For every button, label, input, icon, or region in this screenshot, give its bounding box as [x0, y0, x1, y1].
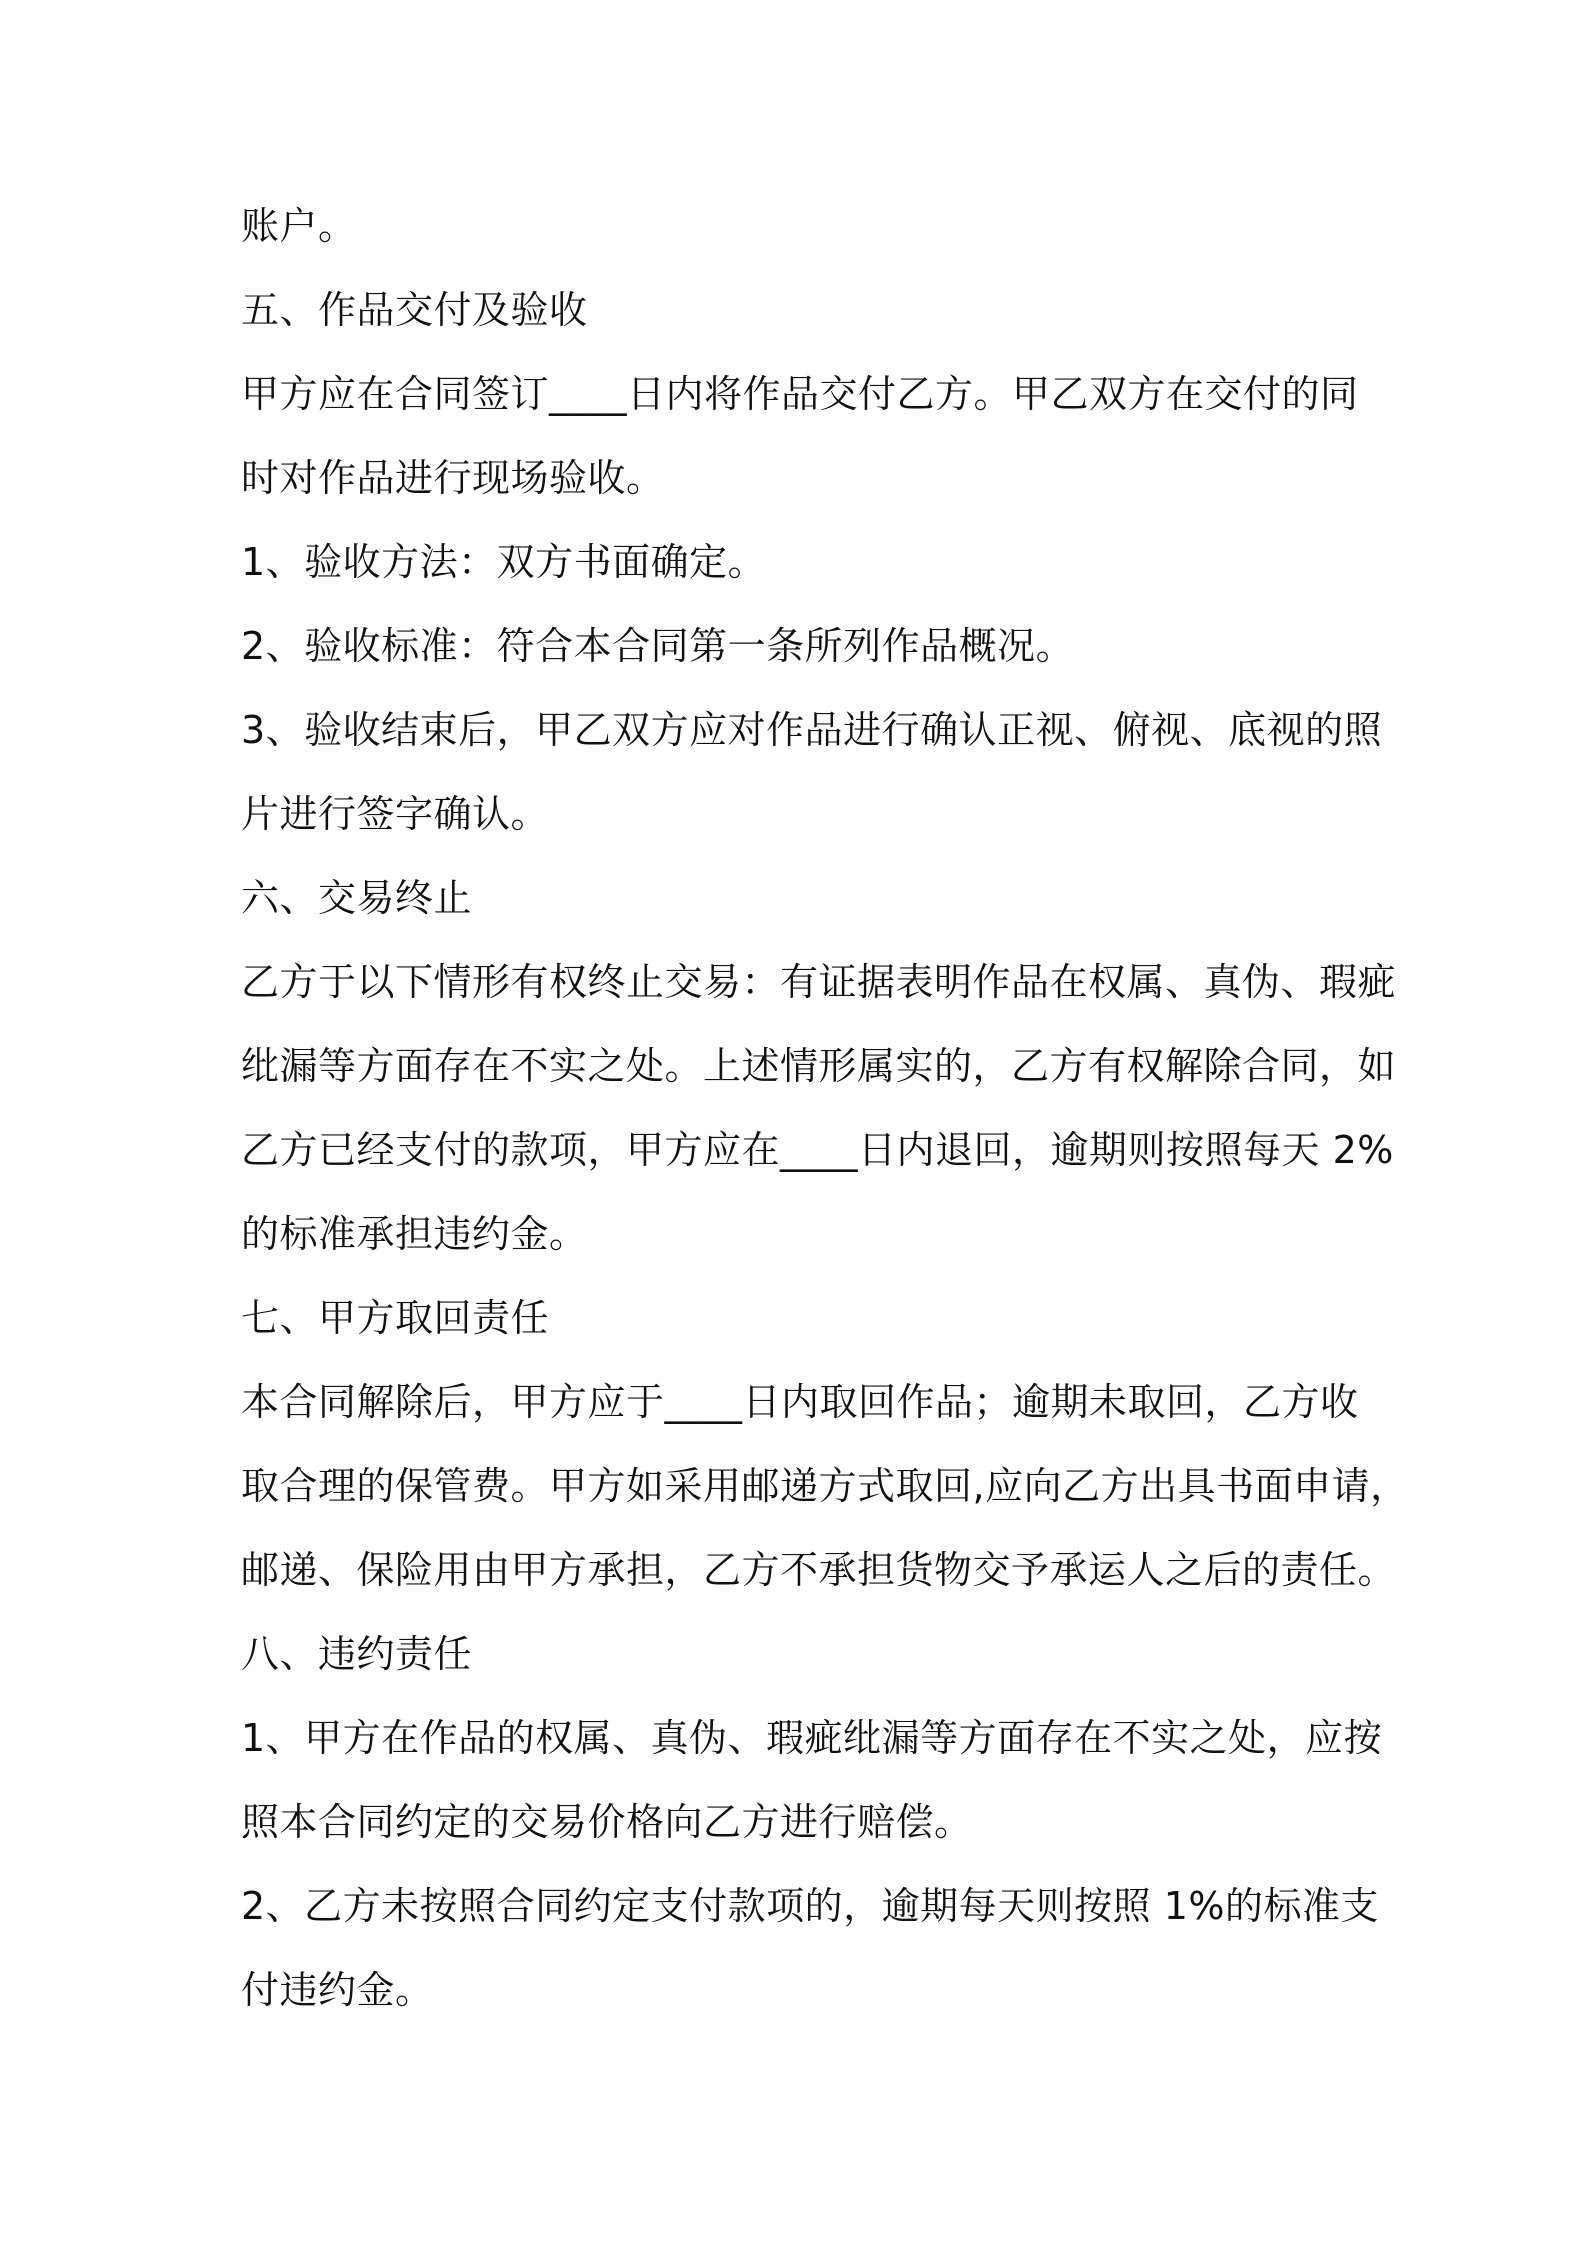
text-line: 甲方应在合同签订____日内将作品交付乙方。甲乙双方在交付的同 [241, 372, 1359, 416]
text-line: 片进行签字确认。 [241, 792, 550, 836]
section-heading: 五、作品交付及验收 [241, 288, 588, 332]
section-heading: 七、甲方取回责任 [241, 1296, 550, 1340]
text-line: 的标准承担违约金。 [241, 1212, 588, 1256]
list-item: 2、验收标准：符合本合同第一条所列作品概况。 [241, 624, 1075, 668]
section-heading: 八、违约责任 [241, 1632, 473, 1676]
text-line: 取合理的保管费。甲方如采用邮递方式取回,应向乙方出具书面申请， [241, 1464, 1409, 1508]
section-heading: 六、交易终止 [241, 876, 473, 920]
text-line: 付违约金。 [241, 1968, 434, 2012]
text-line: 时对作品进行现场验收。 [241, 456, 665, 500]
list-item: 1、验收方法：双方书面确定。 [241, 540, 767, 584]
text-line: 邮递、保险用由甲方承担，乙方不承担货物交予承运人之后的责任。 [241, 1548, 1397, 1592]
text-line: 照本合同约定的交易价格向乙方进行赔偿。 [241, 1800, 973, 1844]
list-item: 3、验收结束后，甲乙双方应对作品进行确认正视、俯视、底视的照 [241, 708, 1383, 752]
text-line: 纰漏等方面存在不实之处。上述情形属实的，乙方有权解除合同，如 [241, 1044, 1397, 1088]
list-item: 2、乙方未按照合同约定支付款项的，逾期每天则按照 1%的标准支 [241, 1884, 1380, 1928]
text-line: 账户。 [241, 204, 357, 248]
text-line: 本合同解除后，甲方应于____日内取回作品；逾期未取回，乙方收 [241, 1380, 1359, 1424]
text-line: 乙方已经支付的款项，甲方应在____日内退回，逾期则按照每天 2% [241, 1128, 1394, 1172]
list-item: 1、甲方在作品的权属、真伪、瑕疵纰漏等方面存在不实之处，应按 [241, 1716, 1383, 1760]
text-line: 乙方于以下情形有权终止交易：有证据表明作品在权属、真伪、瑕疵 [241, 960, 1397, 1004]
